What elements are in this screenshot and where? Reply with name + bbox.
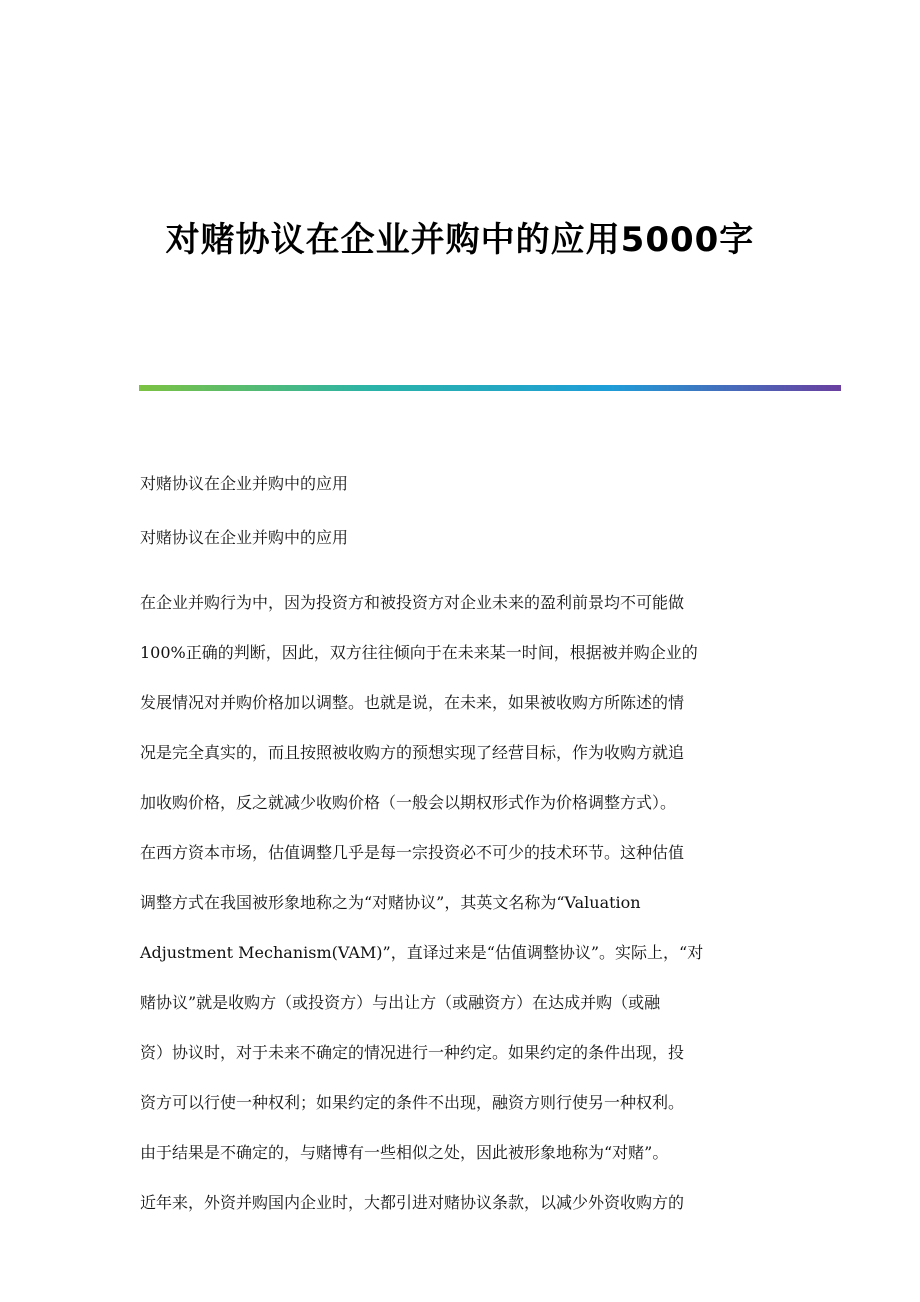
body-line: 在西方资本市场，估值调整几乎是每一宗投资必不可少的技术环节。这种估值 bbox=[140, 843, 685, 862]
body-line: 资方可以行使一种权利；如果约定的条件不出现，融资方则行使另一种权利。 bbox=[140, 1093, 685, 1112]
document-body bbox=[140, 470, 780, 1228]
body-line: 在企业并购行为中，因为投资方和被投资方对企业未来的盈利前景均不可能做 bbox=[140, 593, 685, 612]
title-divider-gradient bbox=[139, 385, 841, 391]
title-divider bbox=[139, 385, 841, 391]
body-line: 近年来，外资并购国内企业时，大都引进对赌协议条款，以减少外资收购方的 bbox=[140, 1193, 685, 1212]
body-line: 100%正确的判断，因此，双方往往倾向于在未来某一时间，根据被并购企业的 bbox=[140, 643, 698, 662]
body-line: 况是完全真实的，而且按照被收购方的预想实现了经营目标，作为收购方就追 bbox=[140, 743, 685, 762]
body-line: 调整方式在我国被形象地称之为“对赌协议”，其英文名称为“Valuation bbox=[140, 893, 641, 912]
body-paragraph bbox=[140, 578, 780, 1228]
body-line: 赌协议”就是收购方（或投资方）与出让方（或融资方）在达成并购（或融 bbox=[140, 993, 661, 1012]
body-line: 发展情况对并购价格加以调整。也就是说，在未来，如果被收购方所陈述的情 bbox=[140, 693, 685, 712]
document-title: 对赌协议在企业并购中的应用5000字 bbox=[165, 220, 755, 260]
body-line: 资）协议时，对于未来不确定的情况进行一种约定。如果约定的条件出现，投 bbox=[140, 1043, 685, 1062]
body-line: 加收购价格，反之就减少收购价格（一般会以期权形式作为价格调整方式）。 bbox=[140, 793, 677, 812]
body-line: Adjustment Mechanism(VAM)”，直译过来是“估值调整协议”。实际上，“对 bbox=[140, 943, 704, 962]
section-heading: 对赌协议在企业并购中的应用 bbox=[140, 474, 349, 493]
body-line: 由于结果是不确定的，与赌博有一些相似之处，因此被形象地称为“对赌”。 bbox=[140, 1143, 669, 1162]
section-heading: 对赌协议在企业并购中的应用 bbox=[140, 528, 349, 547]
